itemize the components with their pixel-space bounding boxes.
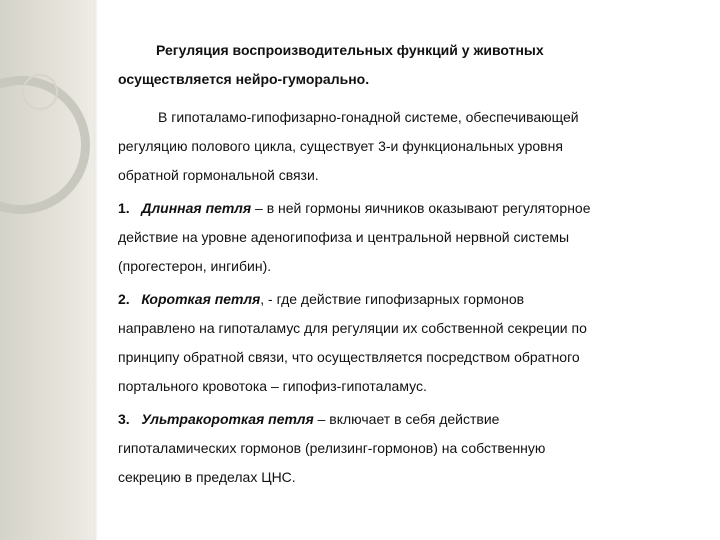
item-3-line-2: гипоталамических гормонов (релизинг-гормонов) на собственную [118,440,546,456]
item-1-line-3: (прогестерон, ингибин). [118,258,272,274]
item-3-line-1 [118,410,499,428]
item-1-line-1 [118,199,591,217]
intro-line-2: регуляцию полового цикла, существует 3-и функциональных уровня [118,138,563,154]
heading-line-2: осуществляется нейро-гуморально. [118,71,370,87]
intro-line-3: обратной гормональной связи. [118,167,319,183]
item-1-text: – в ней гормоны яичников оказывают регуляторное [251,200,591,216]
item-3-line-3: секрецию в пределах ЦНС. [118,469,296,485]
slide-content [118,0,686,540]
item-3-number: 3. [118,411,130,427]
item-1-number: 1. [118,200,130,216]
item-2-line-3: принципу обратной связи, что осуществляется посредством обратного [118,349,580,365]
item-1-line-2: действие на уровне аденогипофиза и центральной нервной системы [118,229,570,245]
item-2-term: Короткая петля [141,291,261,307]
item-2-text: , - где действие гипофизарных гормонов [260,291,525,307]
item-1-term: Длинная петля [141,200,252,216]
item-3-term: Ультракороткая петля [141,411,314,427]
decorative-side-panel [0,0,94,540]
heading-line-1: Регуляция воспроизводительных функций у животных [156,42,544,58]
item-2-line-2: направлено на гипоталамус для регуляции их собственной секреции по [118,320,587,336]
panel-divider [94,0,98,540]
decorative-small-ring [22,74,58,110]
item-2-number: 2. [118,291,130,307]
item-2-line-4: портального кровотока – гипофиз-гипоталамус. [118,378,427,394]
item-3-text: – включает в себя действие [313,411,500,427]
item-2-line-1 [118,290,524,308]
intro-line-1: В гипоталамо-гипофизарно-гонадной системе, обеспечивающей [158,109,579,125]
